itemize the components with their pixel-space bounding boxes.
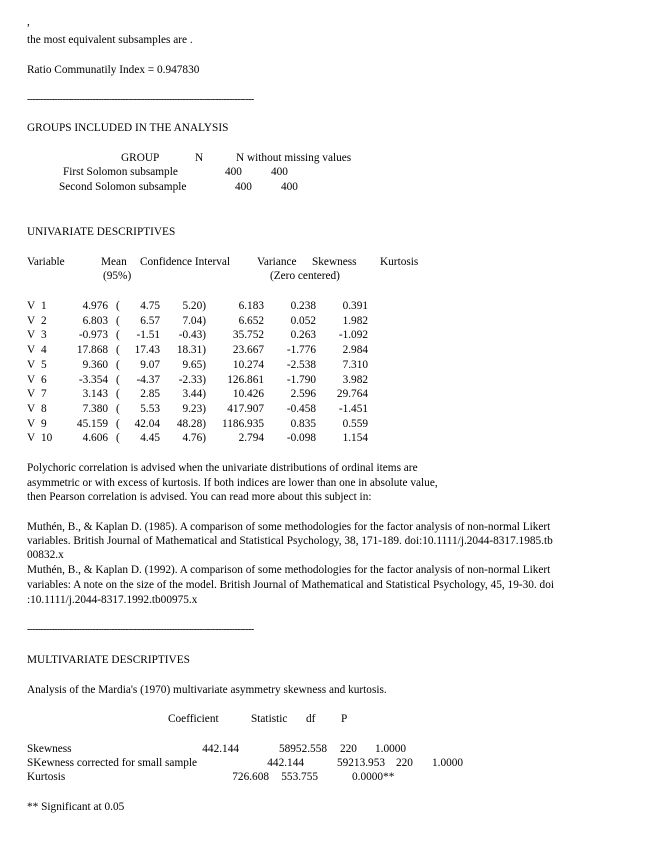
uni-kurtosis: 29.764 [336, 388, 368, 401]
group-name: First Solomon subsample [63, 166, 178, 178]
uni-header-ci: Confidence Interval [140, 256, 231, 268]
advice-line: Polychoric correlation is advised when the univariate distributions of ordinal items are [27, 462, 418, 474]
uni-var: V [27, 329, 36, 342]
uni-ci-high: 9.65) [182, 358, 206, 371]
uni-mean: 4.606 [82, 432, 108, 445]
uni-kurtosis: -1.092 [338, 329, 368, 342]
groups-header-n-valid: N without missing values [236, 152, 352, 164]
uni-var: V [27, 344, 36, 357]
uni-kurtosis: 1.982 [342, 314, 368, 327]
uni-kurtosis: -1.451 [338, 402, 368, 415]
uni-ci-low: 4.75 [140, 300, 160, 312]
multi-header-p: P [341, 713, 348, 725]
multivariate-heading: MULTIVARIATE DESCRIPTIVES [27, 654, 190, 666]
uni-header-95: (95%) [103, 270, 132, 282]
uni-mean: 4.976 [82, 300, 108, 312]
uni-ci-low: 2.85 [140, 388, 160, 401]
univariate-heading: UNIVARIATE DESCRIPTIVES [27, 226, 176, 238]
multi-df: 220 [340, 743, 357, 755]
mardia-description: Analysis of the Mardia's (1970) multivariate asymmetry skewness and kurtosis. [27, 684, 387, 696]
advice-line: asymmetric or with excess of kurtosis. If both indices are lower than one in absolute value, [27, 477, 438, 489]
reference-line: Muthén, B., & Kaplan D. (1992). A comparison of some methodologies for the factor analysis of non-normal Likert [27, 564, 551, 576]
multi-label: Skewness [27, 743, 72, 755]
uni-var: V [27, 432, 36, 445]
uni-variance: 6.183 [238, 300, 264, 312]
groups-header-group: GROUP [121, 152, 160, 164]
uni-variance: 23.667 [232, 344, 264, 357]
uni-header-variable: Variable [27, 256, 65, 268]
uni-header-kurtosis: Kurtosis [380, 256, 419, 268]
uni-skewness: 0.052 [290, 314, 316, 327]
uni-var: V [27, 314, 36, 327]
uni-var-num: 1 [41, 300, 47, 312]
uni-skewness: 2.596 [290, 388, 316, 401]
reference-line: 00832.x [27, 549, 64, 561]
uni-kurtosis: 3.982 [342, 373, 368, 386]
uni-ci-low: 42.04 [134, 417, 160, 430]
uni-header-zero-centered: (Zero centered) [270, 270, 340, 282]
uni-ci-high: 4.76) [182, 432, 206, 445]
uni-variance: 35.752 [232, 329, 264, 342]
multi-coef: 442.144 [202, 743, 239, 755]
multi-label: SKewness corrected for small sample [27, 757, 198, 769]
group-n: 400 [225, 166, 242, 178]
uni-ci-high: 7.04) [182, 314, 206, 327]
ratio-communality-index: Ratio Communatily Index = 0.947830 [27, 64, 200, 76]
uni-var-num: 9 [41, 417, 47, 430]
uni-ci-paren: ( [116, 344, 120, 357]
uni-mean: 9.360 [82, 358, 108, 371]
uni-ci-high: 5.20) [182, 300, 206, 312]
uni-skewness: -1.790 [286, 373, 316, 386]
uni-ci-low: 6.57 [140, 314, 160, 327]
uni-variance: 10.426 [232, 388, 264, 401]
uni-skewness: -1.776 [286, 344, 316, 357]
reference-line: variables: A note on the size of the model. British Journal of Mathematical and Statistical Psychology, 45, 19-30. doi [27, 579, 554, 591]
multi-header-statistic: Statistic [251, 713, 288, 725]
uni-var: V [27, 373, 36, 386]
uni-ci-high: 18.31) [176, 344, 206, 357]
uni-variance: 10.274 [232, 358, 264, 371]
uni-var-num: 8 [41, 402, 47, 415]
multi-coef: 442.144 [267, 757, 304, 769]
multi-coef: 726.608 [232, 771, 269, 783]
uni-kurtosis: 0.391 [342, 300, 368, 312]
uni-skewness: -0.098 [286, 432, 316, 445]
uni-var: V [27, 402, 36, 415]
reference-line: Muthén, B., & Kaplan D. (1985). A comparison of some methodologies for the factor analysis of non-normal Likert [27, 521, 551, 533]
reference-line: :10.1111/j.2044-8317.1992.tb00975.x [27, 594, 198, 606]
multi-header-df: df [306, 713, 316, 725]
uni-ci-low: -1.51 [136, 329, 160, 342]
uni-var: V [27, 358, 36, 371]
uni-ci-paren: ( [116, 432, 120, 445]
uni-mean: -0.973 [78, 329, 108, 342]
multi-header-coefficient: Coefficient [168, 713, 219, 725]
reference-line: variables. British Journal of Mathematical and Statistical Psychology, 38, 171-189. doi:10.1111/j.2044-8317.1985.tb [27, 535, 553, 547]
uni-mean: 7.380 [82, 402, 108, 415]
uni-variance: 126.861 [227, 373, 264, 386]
uni-mean: -3.354 [78, 373, 108, 386]
uni-mean: 3.143 [82, 388, 108, 401]
uni-var-num: 6 [41, 373, 47, 386]
uni-ci-paren: ( [116, 373, 120, 386]
uni-var-num: 5 [41, 358, 47, 371]
uni-ci-low: 9.07 [140, 358, 160, 371]
uni-var: V [27, 388, 36, 401]
uni-ci-paren: ( [116, 402, 120, 415]
uni-variance: 1186.935 [222, 417, 264, 430]
uni-header-mean: Mean [101, 256, 127, 268]
uni-skewness: -2.538 [286, 358, 316, 371]
separator-line: ----------------------------------------------------------------------------------- [27, 94, 254, 105]
uni-ci-low: 5.53 [140, 402, 160, 415]
uni-ci-paren: ( [116, 314, 120, 327]
uni-var-num: 10 [41, 432, 53, 445]
uni-kurtosis: 2.984 [342, 344, 368, 357]
uni-ci-paren: ( [116, 417, 120, 430]
uni-var-num: 4 [41, 344, 47, 357]
uni-ci-high: -0.43) [178, 329, 206, 342]
multi-stat: 553.755 [281, 771, 318, 783]
uni-ci-paren: ( [116, 329, 120, 342]
uni-mean: 17.868 [76, 344, 108, 357]
groups-header-n: N [195, 152, 204, 164]
uni-header-skewness: Skewness [312, 256, 357, 268]
group-name: Second Solomon subsample [59, 181, 187, 193]
uni-variance: 6.652 [238, 314, 264, 327]
group-n-valid: 400 [271, 166, 288, 178]
uni-ci-paren: ( [116, 300, 120, 312]
separator-line: ----------------------------------------------------------------------------------- [27, 624, 254, 635]
uni-ci-high: 48.28) [176, 417, 206, 430]
uni-ci-low: 4.45 [140, 432, 160, 445]
uni-var-num: 2 [41, 314, 47, 327]
uni-kurtosis: 0.559 [342, 417, 368, 430]
multi-label: Kurtosis [27, 771, 66, 783]
uni-ci-low: -4.37 [136, 373, 160, 386]
uni-mean: 6.803 [82, 314, 108, 327]
multi-p: 0.0000** [352, 771, 395, 783]
multi-stat: 58952.558 [278, 743, 327, 755]
multi-df: 220 [396, 757, 413, 769]
uni-ci-paren: ( [116, 358, 120, 371]
group-n-valid: 400 [281, 181, 298, 193]
uni-ci-high: -2.33) [178, 373, 206, 386]
uni-ci-paren: ( [116, 388, 120, 401]
multi-stat: 59213.953 [336, 757, 385, 769]
uni-skewness: -0.458 [286, 402, 316, 415]
multi-p: 1.0000 [375, 743, 407, 755]
uni-mean: 45.159 [76, 417, 108, 430]
uni-ci-high: 9.23) [182, 402, 206, 415]
uni-variance: 417.907 [227, 402, 264, 415]
equivalent-subsamples-text: the most equivalent subsamples are . [27, 34, 193, 46]
uni-kurtosis: 1.154 [342, 432, 368, 445]
advice-line: then Pearson correlation is advised. You can read more about this subject in: [27, 491, 372, 503]
uni-var-num: 3 [41, 329, 47, 342]
group-n: 400 [235, 181, 252, 193]
uni-skewness: 0.238 [290, 300, 316, 312]
uni-var: V [27, 300, 36, 312]
groups-heading: GROUPS INCLUDED IN THE ANALYSIS [27, 122, 229, 134]
multi-p: 1.0000 [432, 757, 464, 769]
uni-var: V [27, 417, 36, 430]
uni-variance: 2.794 [238, 432, 264, 445]
uni-var-num: 7 [41, 388, 47, 401]
significance-note: ** Significant at 0.05 [27, 801, 125, 813]
uni-ci-low: 17.43 [134, 344, 160, 357]
uni-ci-high: 3.44) [182, 388, 206, 401]
uni-skewness: 0.263 [290, 329, 316, 342]
uni-header-variance: Variance [257, 256, 297, 268]
uni-kurtosis: 7.310 [342, 358, 368, 371]
stray-comma: , [27, 16, 30, 28]
uni-skewness: 0.835 [290, 417, 316, 430]
